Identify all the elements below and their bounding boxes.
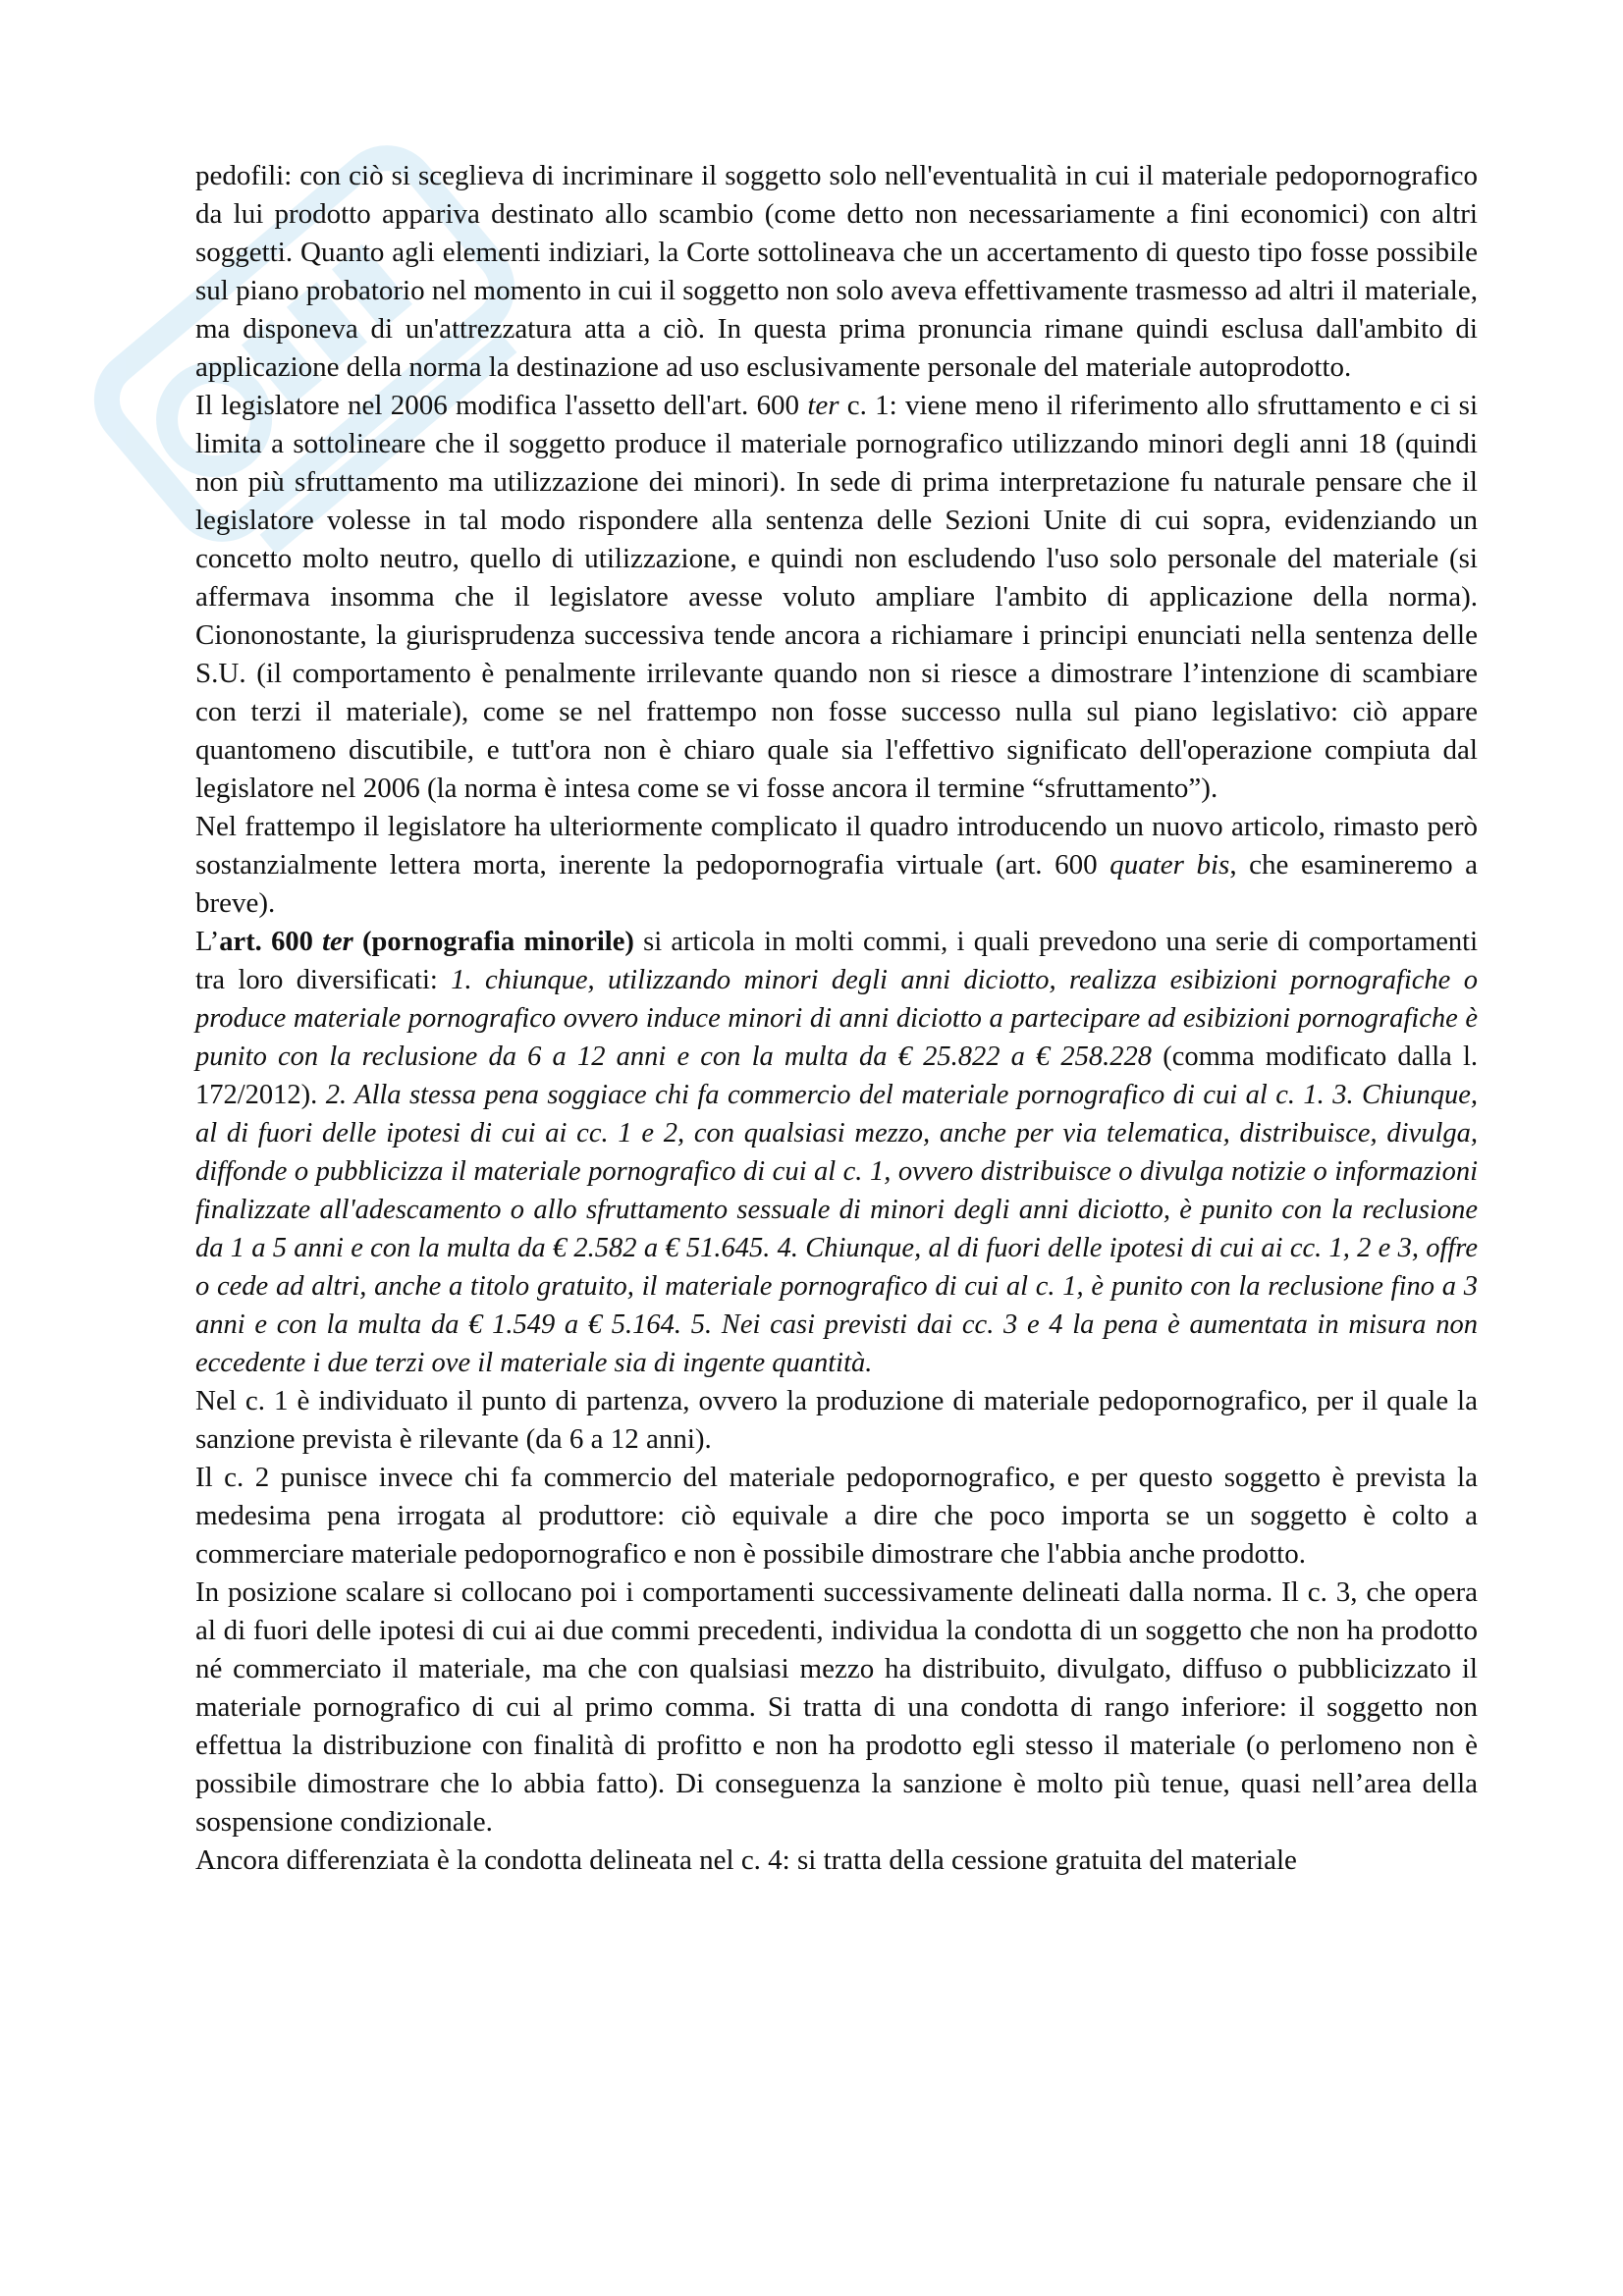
text-run: Nel c. 1 è individuato il punto di partenza, ovvero la produzione di materiale pedopornografico, per il quale la sanzione prevista è rilevante (da 6 a 12 anni).: [195, 1385, 1478, 1455]
text-run: Il c. 2 punisce invece chi fa commercio del materiale pedopornografico, e per questo soggetto è prevista la medesima pena irrogata al produttore: ciò equivale a dire che poco importa se un soggetto è colto a commerciare materiale pedopornografico e non è possibile dimostrare che l'abbia anche prodotto.: [195, 1462, 1478, 1570]
text-run: L’: [195, 927, 220, 957]
text-run-italic: 2. Alla stessa pena soggiace chi fa commercio del materiale pornografico di cui al c. 1. 3. Chiunque, al di fuori delle ipotesi di cui ai cc. 1 e 2, con qualsiasi mezzo, anche per via telematica, distribuisce, divulga, diffonde o pubblicizza il materiale pornografico di cui al c. 1, ovvero distribuisce o divulga notizie o informazioni finalizzate all'adescamento o allo sfruttamento sessuale di minori degli anni diciotto, è punito con la reclusione da 1 a 5 anni e con la multa da € 2.582 a € 51.645. 4. Chiunque, al di fuori delle ipotesi di cui ai cc. 1, 2 e 3, offre o cede ad altri, anche a titolo gratuito, il materiale pornografico di cui al c. 1, è punito con la reclusione fino a 3 anni e con la multa da € 1.549 a € 5.164. 5. Nei casi previsti dai cc. 3 e 4 la pena è aumentata in misura non eccedente i due terzi ove il materiale sia di ingente quantità.: [195, 1080, 1478, 1378]
text-run: Il legislatore nel 2006 modifica l'assetto dell'art. 600: [195, 390, 808, 421]
text-run: Ancora differenziata è la condotta delineata nel c. 4: si tratta della cessione gratuita del materiale: [195, 1844, 1297, 1876]
paragraph: [195, 808, 1478, 923]
paragraph: [195, 923, 1478, 1382]
text-run-italic: 1. chiunque, utilizzando minori degli anni diciotto, realizza esibizioni pornografiche o produce materiale pornografico ovvero induce minori di anni diciotto a partecipare ad esibizioni pornografiche è punito con la reclusione da 6 a 12 anni e con la multa da € 25.822 a € 258.228: [195, 965, 1478, 1072]
text-run: si articola in molti commi, i quali prevedono una serie di comportamenti tra loro diversificati:: [195, 927, 1478, 995]
text-run: , che esamineremo a breve).: [195, 849, 1479, 919]
text-run-italic: ter: [322, 927, 353, 957]
text-run-italic: quater bis: [1109, 849, 1230, 881]
paragraph: [195, 1842, 1478, 1880]
text-run: Nel frattempo il legislatore ha ulteriormente complicato il quadro introducendo un nuovo articolo, rimasto però sostanzialmente lettera morta, inerente la pedopornografia virtuale (art. 600: [195, 811, 1478, 881]
text-run-bold: (pornografia minorile): [352, 927, 634, 957]
paragraph: [195, 387, 1478, 808]
text-run: c. 1: viene meno il riferimento allo sfruttamento e ci si limita a sottolineare che il soggetto produce il materiale pornografico utilizzando minori degli anni 18 (quindi non più sfruttamento ma utilizzazione dei minori). In sede di prima interpretazione fu naturale pensare che il legislatore volesse in tal modo rispondere alla sentenza delle Sezioni Unite di cui sopra, evidenziando un concetto molto neutro, quello di utilizzazione, e quindi non escludendo l'uso solo personale del materiale (si affermava insomma che il legislatore avesse voluto ampliare l'ambito di applicazione della norma). Ciononostante, la giurisprudenza successiva tende ancora a richiamare i principi enunciati nella sentenza delle S.U. (il comportamento è penalmente irrilevante quando non si riesce a dimostrare l’intenzione di scambiare con terzi il materiale), come se nel frattempo non fosse successo nulla sul piano legislativo: ciò appare quantomeno discutibile, e tutt'ora non è chiaro quale sia l'effettivo significato dell'operazione compiuta dal legislatore nel 2006 (la norma è intesa come se vi fosse ancora il termine “sfruttamento”).: [195, 390, 1479, 804]
text-run: pedofili: con ciò si sceglieva di incriminare il soggetto solo nell'eventualità in cui il materiale pedopornografico da lui prodotto appariva destinato allo scambio (come detto non necessariamente a fini economici) con altri soggetti. Quanto agli elementi indiziari, la Corte sottolineava che un accertamento di questo tipo fosse possibile sul piano probatorio nel momento in cui il soggetto non solo aveva effettivamente trasmesso ad altri il materiale, ma disponeva di un'attrezzatura atta a ciò. In questa prima pronuncia rimane quindi esclusa dall'ambito di applicazione della norma la destinazione ad uso esclusivamente personale del materiale autoprodotto.: [195, 160, 1478, 383]
text-run: In posizione scalare si collocano poi i comportamenti successivamente delineati dalla norma. Il c. 3, che opera al di fuori delle ipotesi di cui ai due commi precedenti, individua la condotta di un soggetto che non ha prodotto né commerciato il materiale, ma che con qualsiasi mezzo ha distribuito, divulgato, diffuso o pubblicizzato il materiale pornografico di cui al primo comma. Si tratta di una condotta di rango inferiore: il soggetto non effettua la distribuzione con finalità di profitto e non ha prodotto egli stesso il materiale (o perlomeno non è possibile dimostrare che lo abbia fatto). Di conseguenza la sanzione è molto più tenue, quasi nell’area della sospensione condizionale.: [195, 1576, 1478, 1838]
document-page: [195, 157, 1478, 1880]
text-run-italic: ter: [807, 390, 839, 421]
text-run-bold: art. 600: [219, 927, 323, 957]
paragraph: [195, 1459, 1478, 1574]
text-run: (comma modificato dalla l. 172/2012).: [195, 1041, 1478, 1110]
paragraph: [195, 157, 1478, 387]
text-run-bold-italic: [322, 927, 353, 957]
paragraph: [195, 1574, 1478, 1842]
paragraph: [195, 1382, 1478, 1459]
